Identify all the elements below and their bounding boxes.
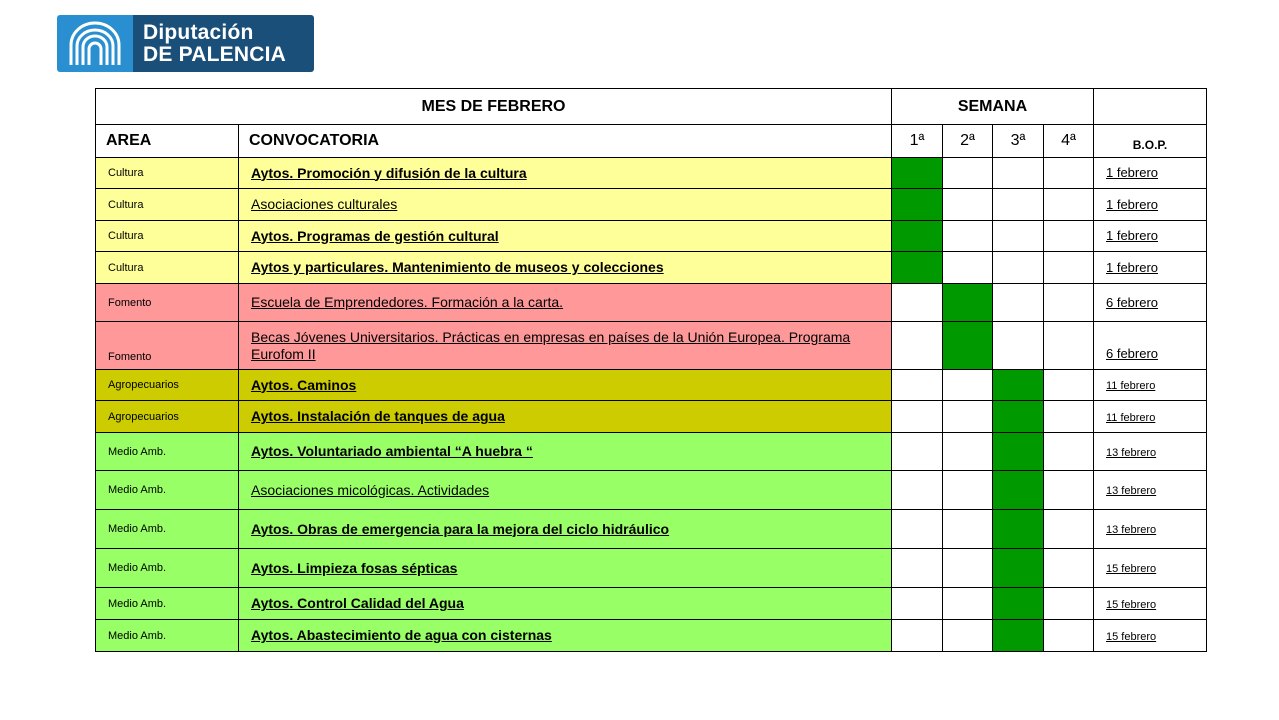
area-cell: Medio Amb. [96, 549, 239, 588]
arch-logo-icon [57, 15, 133, 72]
week-4-cell [1044, 284, 1094, 322]
table-row [96, 588, 1207, 620]
week-4-cell [1044, 471, 1094, 510]
week-2-cell [943, 588, 993, 620]
week-3-cell [993, 284, 1044, 322]
convocatoria-link[interactable]: Aytos. Programas de gestión cultural [251, 227, 499, 244]
week-1-cell [892, 322, 943, 370]
week-2-cell [943, 370, 993, 401]
diputacion-logo [57, 15, 314, 72]
convocatoria-link[interactable]: Aytos. Abastecimiento de agua con cisternas [251, 627, 552, 643]
week-1-cell [892, 471, 943, 510]
area-cell: Agropecuarios [96, 370, 239, 401]
empty-header-cell [1094, 89, 1207, 125]
week-1-marker [892, 158, 943, 189]
week-1-cell [892, 620, 943, 652]
week-2-cell [943, 158, 993, 189]
bop-header: B.O.P. [1094, 125, 1207, 158]
header-row-1 [96, 89, 1207, 125]
convocatoria-link[interactable]: Escuela de Emprendedores. Formación a la carta. [251, 294, 564, 310]
month-header: MES DE FEBRERO [96, 89, 892, 125]
bop-date-link[interactable]: 11 febrero [1106, 380, 1156, 392]
convocatoria-header: CONVOCATORIA [239, 125, 892, 158]
week-2-cell [943, 252, 993, 284]
week-4-cell [1044, 189, 1094, 221]
week-1-header: 1ª [892, 125, 943, 158]
week-3-cell [993, 322, 1044, 370]
week-2-cell [943, 189, 993, 221]
convocatoria-link[interactable]: Aytos. Instalación de tanques de agua [251, 408, 505, 424]
bop-date-link[interactable]: 15 febrero [1106, 630, 1157, 643]
bop-date-link[interactable]: 1 febrero [1106, 165, 1159, 180]
table-row [96, 620, 1207, 652]
convocatoria-cell [239, 401, 892, 433]
week-1-cell [892, 588, 943, 620]
bop-date-link[interactable]: 15 febrero [1106, 563, 1157, 575]
bop-cell [1094, 510, 1207, 549]
bop-cell [1094, 471, 1207, 510]
week-4-cell [1044, 620, 1094, 652]
convocatoria-cell [239, 322, 892, 370]
logo-line-2: DE PALENCIA [143, 42, 286, 66]
convocatoria-cell [239, 221, 892, 252]
week-3-marker [993, 549, 1044, 588]
area-cell: Cultura [96, 252, 239, 284]
bop-date-link[interactable]: 13 febrero [1106, 524, 1157, 536]
bop-date-link[interactable]: 15 febrero [1106, 598, 1157, 611]
convocatoria-cell [239, 284, 892, 322]
convocatoria-link[interactable]: Becas Jóvenes Universitarios. Prácticas en empresas en países de la Unión Europea. Programa Eurofom II [251, 328, 851, 362]
area-cell: Cultura [96, 221, 239, 252]
table-row [96, 370, 1207, 401]
table-row [96, 433, 1207, 471]
week-3-cell [993, 158, 1044, 189]
bop-date-link[interactable]: 6 febrero [1106, 346, 1159, 361]
table-row [96, 221, 1207, 252]
convocatoria-cell [239, 471, 892, 510]
convocatoria-link[interactable]: Aytos y particulares. Mantenimiento de museos y colecciones [251, 259, 664, 275]
bop-date-link[interactable]: 1 febrero [1106, 228, 1159, 243]
week-4-cell [1044, 158, 1094, 189]
week-4-cell [1044, 221, 1094, 252]
week-3-cell [993, 252, 1044, 284]
bop-cell [1094, 221, 1207, 252]
header-row-2 [96, 125, 1207, 158]
week-2-cell [943, 433, 993, 471]
bop-cell [1094, 252, 1207, 284]
table-row [96, 510, 1207, 549]
logo-text [133, 15, 314, 72]
bop-date-link[interactable]: 1 febrero [1106, 196, 1159, 212]
week-3-cell [993, 189, 1044, 221]
week-4-cell [1044, 322, 1094, 370]
table-row [96, 401, 1207, 433]
area-header: AREA [96, 125, 239, 158]
area-cell: Medio Amb. [96, 471, 239, 510]
bop-cell [1094, 401, 1207, 433]
convocatorias-table [95, 88, 1207, 652]
bop-cell [1094, 549, 1207, 588]
week-4-cell [1044, 252, 1094, 284]
week-2-cell [943, 510, 993, 549]
week-3-header: 3ª [993, 125, 1044, 158]
week-2-marker [943, 284, 993, 322]
convocatoria-cell [239, 252, 892, 284]
table-row [96, 322, 1207, 370]
week-1-marker [892, 221, 943, 252]
bop-date-link[interactable]: 13 febrero [1106, 446, 1157, 459]
bop-date-link[interactable]: 13 febrero [1106, 485, 1157, 497]
week-4-cell [1044, 588, 1094, 620]
week-1-cell [892, 401, 943, 433]
bop-cell [1094, 370, 1207, 401]
area-cell: Medio Amb. [96, 510, 239, 549]
convocatoria-cell [239, 510, 892, 549]
week-2-marker [943, 322, 993, 370]
bop-cell [1094, 322, 1207, 370]
week-2-cell [943, 221, 993, 252]
week-3-marker [993, 370, 1044, 401]
convocatoria-link[interactable]: Aytos. Promoción y difusión de la cultura [251, 164, 527, 181]
table-row [96, 549, 1207, 588]
bop-cell [1094, 620, 1207, 652]
convocatoria-cell [239, 370, 892, 401]
convocatoria-link[interactable]: Aytos. Caminos [251, 376, 357, 393]
week-3-marker [993, 588, 1044, 620]
convocatoria-link[interactable]: Asociaciones culturales [251, 196, 398, 212]
area-cell: Agropecuarios [96, 401, 239, 433]
convocatoria-cell [239, 549, 892, 588]
week-2-cell [943, 620, 993, 652]
bop-date-link[interactable]: 1 febrero [1106, 259, 1159, 275]
week-2-cell [943, 401, 993, 433]
bop-cell [1094, 284, 1207, 322]
area-cell: Cultura [96, 158, 239, 189]
convocatoria-cell [239, 620, 892, 652]
week-1-cell [892, 284, 943, 322]
week-header: SEMANA [892, 89, 1094, 125]
week-3-marker [993, 510, 1044, 549]
week-2-cell [943, 471, 993, 510]
week-2-cell [943, 549, 993, 588]
table-row [96, 252, 1207, 284]
convocatoria-cell [239, 189, 892, 221]
bop-cell [1094, 588, 1207, 620]
convocatoria-cell [239, 158, 892, 189]
convocatoria-link[interactable]: Aytos. Limpieza fosas sépticas [251, 559, 458, 576]
area-cell: Fomento [96, 322, 239, 370]
week-3-marker [993, 471, 1044, 510]
convocatoria-cell [239, 588, 892, 620]
week-2-header: 2ª [943, 125, 993, 158]
convocatoria-link[interactable]: Aytos. Obras de emergencia para la mejora del ciclo hidráulico [251, 520, 670, 537]
table-row [96, 471, 1207, 510]
bop-cell [1094, 158, 1207, 189]
bop-cell [1094, 433, 1207, 471]
convocatoria-cell [239, 433, 892, 471]
week-1-cell [892, 510, 943, 549]
week-1-cell [892, 433, 943, 471]
week-1-cell [892, 549, 943, 588]
table-row [96, 284, 1207, 322]
week-4-cell [1044, 401, 1094, 433]
area-cell: Medio Amb. [96, 433, 239, 471]
week-4-cell [1044, 370, 1094, 401]
week-3-marker [993, 401, 1044, 433]
convocatoria-link[interactable]: Aytos. Control Calidad del Agua [251, 595, 464, 611]
week-3-marker [993, 620, 1044, 652]
convocatoria-link[interactable]: Aytos. Voluntariado ambiental “A huebra “ [251, 443, 533, 459]
week-3-cell [993, 221, 1044, 252]
convocatoria-link[interactable]: Asociaciones micológicas. Actividades [251, 481, 490, 498]
week-4-cell [1044, 433, 1094, 471]
bop-date-link[interactable]: 11 febrero [1106, 411, 1156, 424]
week-1-marker [892, 189, 943, 221]
bop-date-link[interactable]: 6 febrero [1106, 294, 1159, 310]
logo-line-1: Diputación [143, 20, 254, 44]
week-4-cell [1044, 510, 1094, 549]
week-1-cell [892, 370, 943, 401]
table-row [96, 158, 1207, 189]
table-row [96, 189, 1207, 221]
area-cell: Cultura [96, 189, 239, 221]
week-4-cell [1044, 549, 1094, 588]
area-cell: Medio Amb. [96, 588, 239, 620]
week-1-marker [892, 252, 943, 284]
week-4-header: 4ª [1044, 125, 1094, 158]
week-3-marker [993, 433, 1044, 471]
area-cell: Fomento [96, 284, 239, 322]
area-cell: Medio Amb. [96, 620, 239, 652]
bop-cell [1094, 189, 1207, 221]
